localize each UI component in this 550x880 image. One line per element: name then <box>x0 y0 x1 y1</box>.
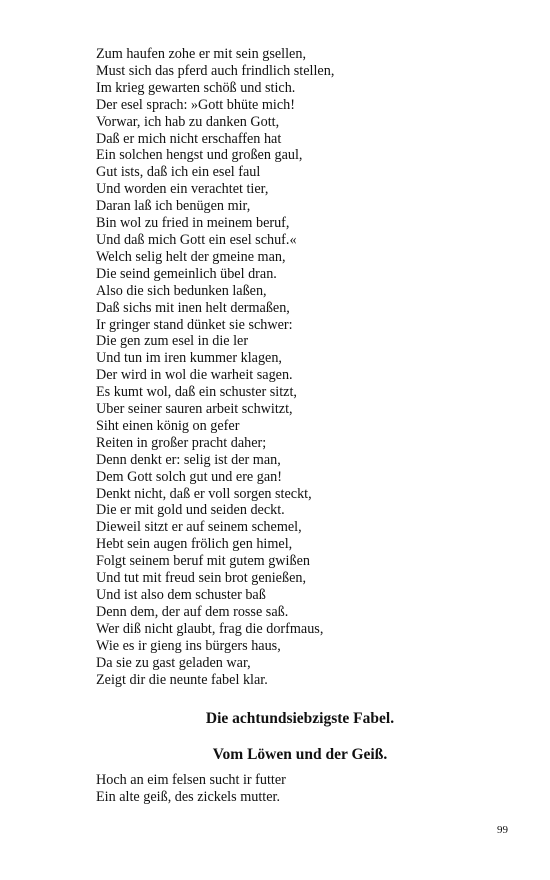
poem-line: Der wird in wol die warheit sagen. <box>96 367 293 384</box>
poem-line: Der esel sprach: »Gott bhüte mich! <box>96 96 295 113</box>
poem-line: Denkt nicht, daß er voll sorgen steckt, <box>96 485 312 502</box>
fable-title: Die achtundsiebzigste Fabel. <box>205 710 395 727</box>
poem-line: Uber seiner sauren arbeit schwitzt, <box>96 401 293 418</box>
poem-line: Daß sichs mit inen helt dermaßen, <box>96 299 290 316</box>
poem-line: Die gen zum esel in die ler <box>96 333 249 350</box>
poem-line: Gut ists, daß ich ein esel faul <box>96 164 261 181</box>
poem-line: Ein alte geiß, des zickels mutter. <box>96 788 280 805</box>
poem-line: Ein solchen hengst und großen gaul, <box>96 147 303 164</box>
poem-line: Und daß mich Gott ein esel schuf.« <box>96 231 297 248</box>
page-number: 99 <box>497 824 508 836</box>
poem-line: Daß er mich nicht erschaffen hat <box>96 130 282 147</box>
poem-line: Reiten in großer pracht daher; <box>96 434 267 451</box>
poem-line: Must sich das pferd auch frindlich stellen, <box>96 62 335 79</box>
poem-line: Wer diß nicht glaubt, frag die dorfmaus, <box>96 620 324 637</box>
poem-line: Welch selig helt der gmeine man, <box>96 248 286 265</box>
poem-line: Im krieg gewarten schöß und stich. <box>96 79 296 96</box>
poem-line: Daran laß ich benügen mir, <box>96 198 251 215</box>
poem-line: Und tun im iren kummer klagen, <box>96 350 282 367</box>
fable-subtitle: Vom Löwen und der Geiß. <box>212 746 388 763</box>
poem-line: Denn dem, der auf dem rosse saß. <box>96 603 289 620</box>
poem-line: Vorwar, ich hab zu danken Gott, <box>96 113 280 130</box>
poem-line: Denn denkt er: selig ist der man, <box>96 451 281 468</box>
poem-line: Siht einen könig on gefer <box>96 417 240 434</box>
poem-line: Und tut mit freud sein brot genießen, <box>96 570 307 587</box>
poem-line: Zum haufen zohe er mit sein gsellen, <box>96 46 306 62</box>
poem-line: Also die sich bedunken laßen, <box>96 282 267 299</box>
poem-line: Dem Gott solch gut und ere gan! <box>96 468 282 485</box>
poem-line: Zeigt dir die neunte fabel klar. <box>96 671 268 688</box>
poem-line: Bin wol zu fried in meinem beruf, <box>96 215 290 232</box>
poem-line: Folgt seinem beruf mit gutem gwißen <box>96 553 310 570</box>
poem-body <box>96 46 516 688</box>
poem-line: Und worden ein verachtet tier, <box>96 181 269 198</box>
poem-line: Wie es ir gieng ins bürgers haus, <box>96 637 281 654</box>
poem-line: Und ist also dem schuster baß <box>96 587 266 603</box>
poem-line: Ir gringer stand dünket sie schwer: <box>96 316 293 333</box>
poem-line: Die er mit gold und seiden deckt. <box>96 502 285 519</box>
poem-body-next <box>96 772 516 806</box>
poem-line: Da sie zu gast geladen war, <box>96 654 251 671</box>
poem-line: Die seind gemeinlich übel dran. <box>96 265 277 282</box>
poem-line: Es kumt wol, daß ein schuster sitzt, <box>96 384 297 401</box>
poem-line: Dieweil sitzt er auf seinem schemel, <box>96 519 302 536</box>
poem-line: Hoch an eim felsen sucht ir futter <box>96 772 286 788</box>
poem-line: Hebt sein augen frölich gen himel, <box>96 536 293 553</box>
